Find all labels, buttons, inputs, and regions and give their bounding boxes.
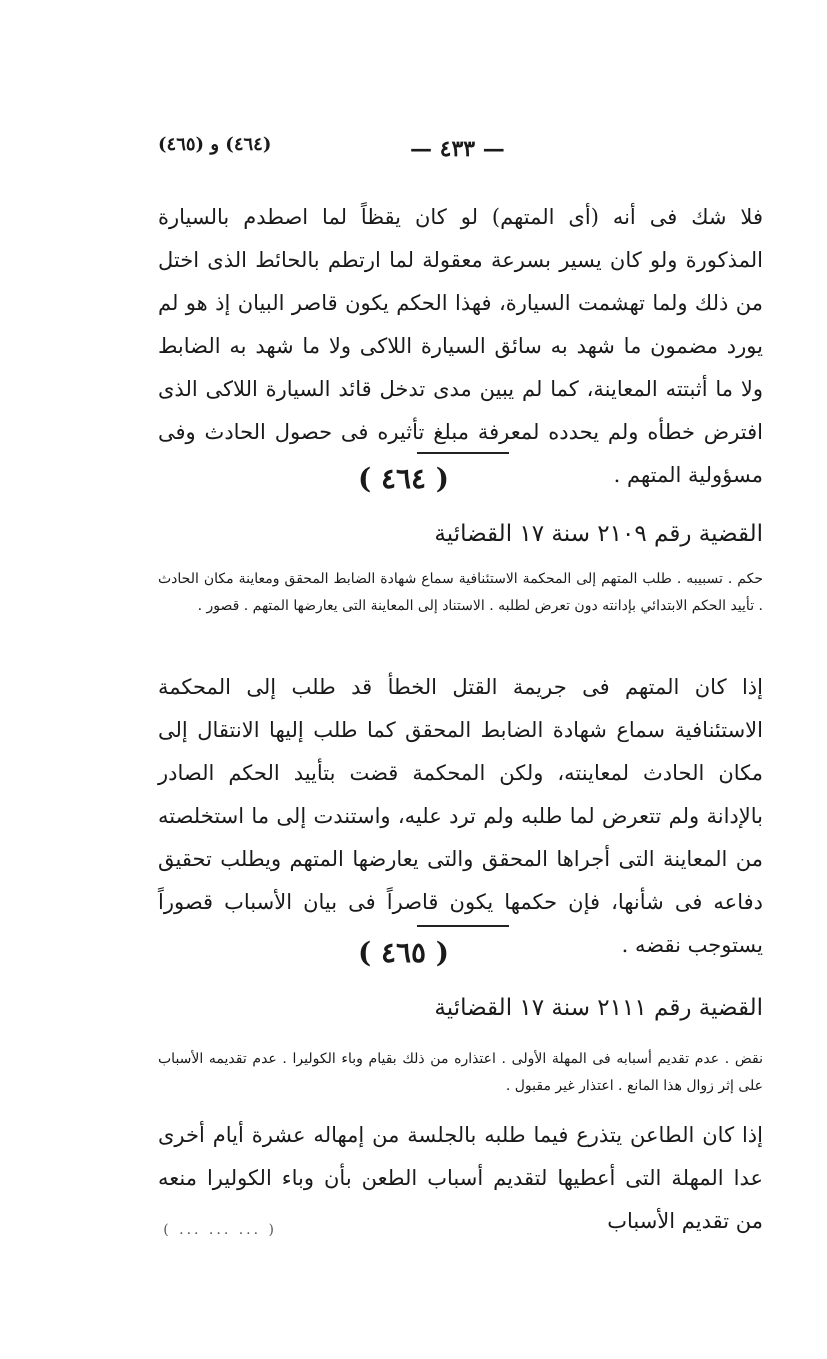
cut-off-text: ( ... ... ... ): [163, 1222, 277, 1238]
case-summary: نقض . عدم تقديم أسبابه فى المهلة الأولى . اعتذاره من ذلك بقيام وباء الكوليرا . عدم تقديمه الأسباب على إثر زوال هذا المانع . اعتذار غير مقبول .: [158, 1051, 763, 1094]
case-title: القضية رقم ٢١١١ سنة ١٧ القضائية: [434, 995, 763, 1021]
case-number: ( ٤٦٤ ): [357, 462, 450, 495]
section-divider: [417, 452, 509, 454]
case-title: القضية رقم ٢١٠٩ سنة ١٧ القضائية: [434, 521, 763, 547]
case-number: ( ٤٦٥ ): [357, 936, 450, 969]
case-text: إذا كان الطاعن يتذرع فيما طلبه بالجلسة من إمهاله عشرة أيام أخرى عدا المهلة التى أعطيها لتقديم أسباب الطعن بأن وباء الكوليرا منعه من تقديم الأسباب: [158, 1123, 763, 1233]
page-number: — ٤٣٣ —: [410, 136, 505, 162]
section-divider: [417, 925, 509, 927]
case-range-label: (٤٦٤) و (٤٦٥): [158, 134, 272, 155]
case-summary: حكم . تسبيبه . طلب المتهم إلى المحكمة الاستئنافية سماع شهادة الضابط المحقق ومعاينة مكان الحادث . تأييد الحكم الابتدائي بإدانته دون تعرض لطلبه . الاستناد إلى المعاينة التى يعارضها المتهم . قصور .: [158, 571, 763, 614]
page-header: [150, 128, 620, 168]
intro-paragraph: فلا شك فى أنه (أى المتهم) لو كان يقظاً لما اصطدم بالسيارة المذكورة ولو كان يسير بسرعة معقولة لما ارتطم بالحائط الذى اختل من ذلك ولما تهشمت السيارة، فهذا الحكم يكون قاصر البيان إذ هو لم يورد مضمون ما شهد به سائق السيارة اللاكى ولا ما شهد به الضابط ولا ما أثبتته المعاينة، كما لم يبين مدى تدخل قائد السيارة اللاكى الذى افترض خطأه ولم يحدده لمعرفة مبلغ تأثيره فى حصول الحادث وفى مسؤولية المتهم .: [158, 205, 763, 487]
case-text: إذا كان المتهم فى جريمة القتل الخطأ قد طلب إلى المحكمة الاستئنافية سماع شهادة الضابط المحقق كما طلب إليها الانتقال إلى مكان الحادث لمعاينته، ولكن المحكمة قضت بتأييد الحكم الصادر بالإدانة ولم تتعرض لما طلبه ولم ترد عليه، واستندت إلى ما استخلصته من المعاينة التى أجراها المحقق والتى يعارضها المتهم ويطلب تحقيق دفاعه فى شأنها، فإن حكمها يكون قاصراً فى بيان الأسباب قصوراً يستوجب نقضه .: [158, 675, 763, 957]
